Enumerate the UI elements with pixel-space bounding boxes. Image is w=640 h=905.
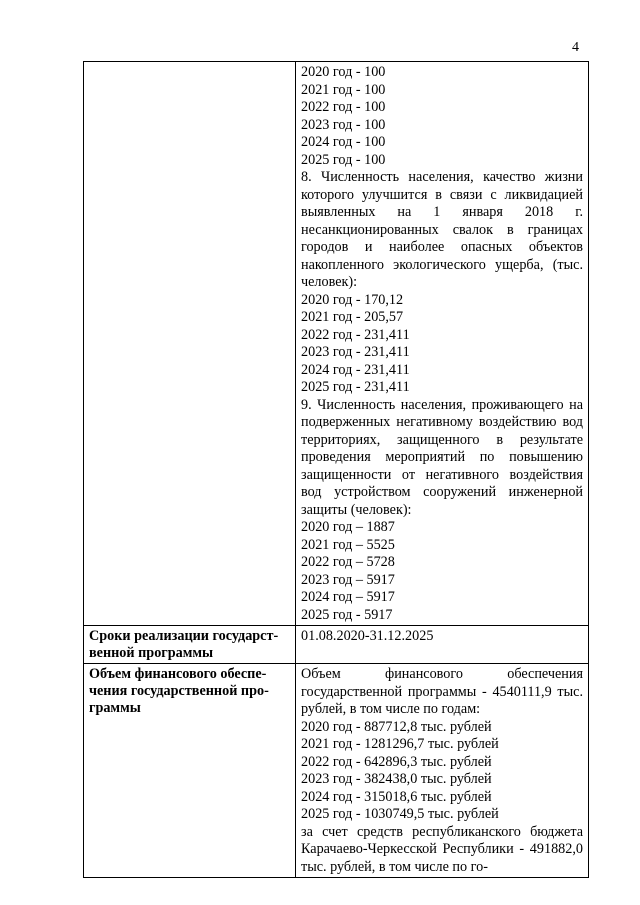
- content-line: 2022 год - 231,411: [301, 326, 410, 343]
- content-line: 2020 год - 887712,8 тыс. рублей: [301, 718, 492, 735]
- content-line: 2020 год - 100: [301, 64, 386, 80]
- content-line: 2023 год – 5917: [301, 571, 395, 588]
- content-line: 2024 год - 231,411: [301, 361, 410, 378]
- content-line: 2022 год - 100: [301, 99, 386, 115]
- row-label-line: граммы: [89, 700, 141, 716]
- content-line: 2023 год - 382438,0 тыс. рублей: [301, 771, 492, 787]
- content-line: 2023 год - 100: [301, 116, 386, 133]
- content-line: 2020 год - 170,12: [301, 291, 404, 308]
- row-label-line: чения государственной про-: [89, 683, 269, 699]
- content-line: 2025 год - 231,411: [301, 379, 410, 395]
- content-paragraph: 9. Численность населения, проживающего на подверженных негативному воздействию вод территориях, защищенного в результате проведения мероприятий по повышению защищенности от негативного воздействия вод устройством сооружений инженерной защиты (человек):: [301, 396, 583, 518]
- row-label-cell: [84, 626, 296, 664]
- content-line: 2021 год - 1281296,7 тыс. рублей: [301, 736, 499, 752]
- row-content-cell: [296, 626, 589, 664]
- content-line: 2022 год – 5728: [301, 554, 395, 570]
- content-line: 2021 год - 205,57: [301, 309, 404, 325]
- content-paragraph: за счет средств республиканского бюджета Карачаево-Черкесской Республики - 491882,0 тыс. рублей, в том числе по го-: [301, 823, 583, 875]
- content-line: 2024 год - 100: [301, 134, 386, 150]
- row-label-line: венной программы: [89, 645, 214, 661]
- row-label-cell: [84, 664, 296, 878]
- content-line: 2020 год – 1887: [301, 519, 395, 535]
- content-line: 2024 год – 5917: [301, 589, 395, 605]
- table-row: [84, 664, 589, 878]
- table-row: [84, 62, 589, 626]
- program-passport-table: [83, 61, 589, 878]
- content-paragraph: 8. Численность населения, качество жизни которого улучшится в связи с ликвидацией выявленных на 1 января 2018 г. несанкционированных свалок в границах городов и наиболее опасных объектов накопленного экологического ущерба, (тыс. человек):: [301, 169, 583, 290]
- row-label-cell: [84, 62, 296, 626]
- row-content-cell: [296, 62, 589, 626]
- content-line: 2024 год - 315018,6 тыс. рублей: [301, 788, 492, 805]
- content-line: 2021 год - 100: [301, 81, 386, 98]
- content-line: 2025 год - 1030749,5 тыс. рублей: [301, 806, 499, 822]
- content-line: 2023 год - 231,411: [301, 344, 410, 360]
- row-label-line: Объем финансового обеспе-: [89, 666, 267, 682]
- page-number: 4: [572, 40, 579, 55]
- table-row: [84, 626, 589, 664]
- content-line: 2025 год - 100: [301, 151, 386, 168]
- content-line: 2021 год – 5525: [301, 536, 395, 553]
- content-line: 2025 год - 5917: [301, 606, 393, 623]
- row-content-cell: [296, 664, 589, 878]
- content-line: 2022 год - 642896,3 тыс. рублей: [301, 753, 492, 770]
- row-label-line: Сроки реализации государст-: [89, 628, 279, 644]
- content-paragraph: Объем финансового обеспечения государственной программы - 4540111,9 тыс. рублей, в том числе по годам:: [301, 666, 583, 717]
- content-line: 01.08.2020-31.12.2025: [301, 628, 434, 644]
